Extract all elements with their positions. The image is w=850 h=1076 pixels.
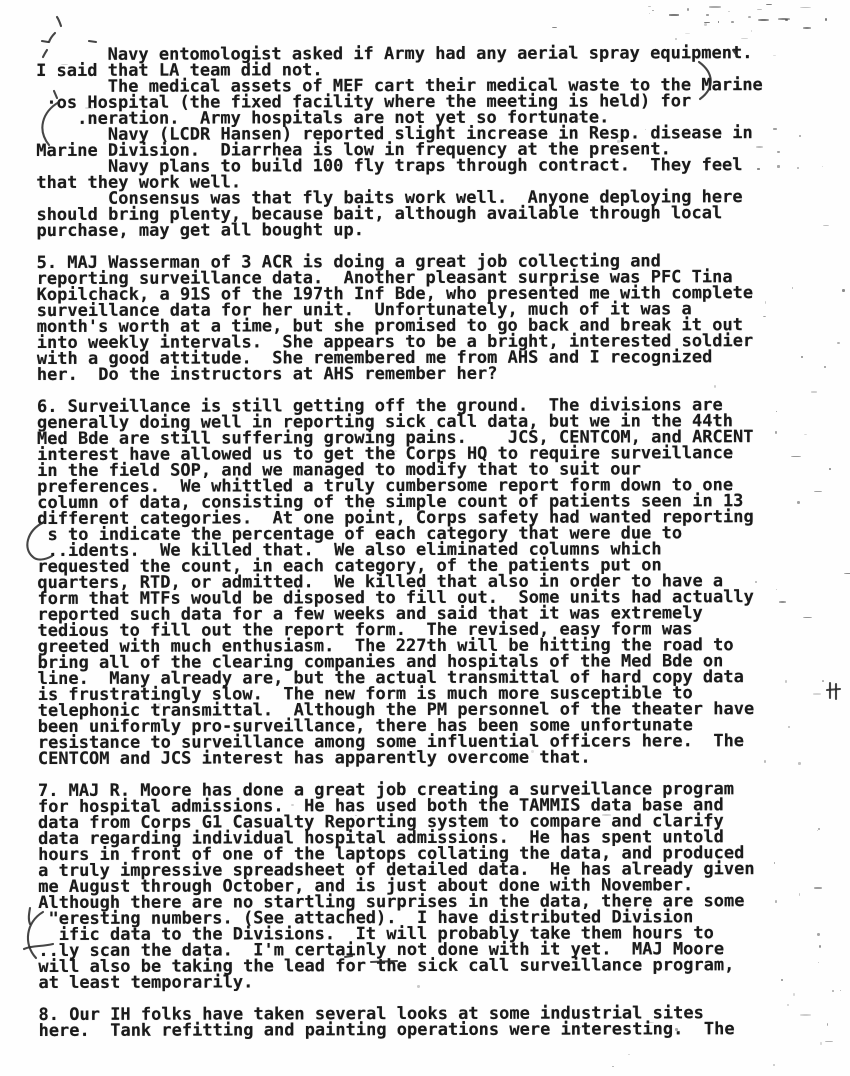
ink-mark-right-margin bbox=[827, 683, 840, 699]
document-text: Navy entomologist asked if Army had any aerial spray equipment. I said that LA team did not. The medical assets of MEF cart their medical waste to the Marine ·os Hospital (the fixed facility where the meeting is held) for .neration. Army hospitals are not yet so fortunate. Navy (LCDR Hansen) reported slight increase in Resp. disease in Marine Division. Diarrhea is low in frequency at the present. Navy plans to build 100 fly traps through contract. They feel that they work well. Consensus was that fly baits work well. Anyone deploying here should bring plenty, because bait, although available through local purchase, may get all bought up. 5. MAJ Wasserman of 3 ACR is doing a great job collecting and reporting surveillance data. Another pleasant surprise was PFC Tina Kopilchack, a 91S of the 197th Inf Bde, who presented me with complete surveillance data for her unit. Unfortunately, much of it was a month's worth at a time, but she promised to go back and break it out into weekly intervals. She appears to be a bright, interested soldier with a good attitude. She remembered me from AHS and I recognized her. Do the instructors at AHS remember her? 6. Surveillance is still getting off the ground. The divisions are generally doing well in reporting sick call data, but we in the 44th Med Bde are still suffering growing pains. JCS, CENTCOM, and ARCENT interest have allowed us to get the Corps HQ to require surveillance in the field SOP, and we managed to modify that to suit our preferences. We whittled a truly cumbersome report form down to one column of data, consisting of the simple count of patients seen in 13 different categories. At one point, Corps safety had wanted reporting s to indicate the percentage of each category that were due to ..idents. We killed that. We also eliminated columns which requested the count, in each category, of the patients put on quarters, RTD, or admitted. We killed that also in order to have a form that MTFs would be disposed to fill out. Some units had actually reported such data for a few weeks and said that it was extremely tedious to fill out the report form. The revised, easy form was greeted with much enthusiasm. The 227th will be hitting the road to bring all of the clearing companies and hospitals of the Med Bde on line. Many already are, but the actual transmittal of hard copy data is frustratingly slow. The new form is much more susceptible to telephonic transmittal. Although the PM personnel of the theater have been uniformly pro-surveillance, there has been some unfortunate resistance to surveillance among some influential officers here. The CENTCOM and JCS interest has apparently overcome that. 7. MAJ R. Moore has done a great job creating a surveillance program for hospital admissions. He has used both the TAMMIS data base and data from Corps G1 Casualty Reporting system to compare and clarify data regarding individual hospital admissions. He has spent untold hours in front of one of the laptops collating the data, and produced a truly impressive spreadsheet of detailed data. He has already given me August through October, and is just about done with November. Although there are no startling surprises in the data, there are some "eresting numbers. (See attached). I have distributed Division ific data to the Divisions. It will probably take them hours to ..ly scan the data. I'm certainly not done with it yet. MAJ Moore will also be taking the lead for the sick call surveillance program, at least temporarily. 8. Our IH folks have taken several looks at some industrial sites here. Tank refitting and painting operations were interesting. The bbox=[35, 43, 763, 1041]
